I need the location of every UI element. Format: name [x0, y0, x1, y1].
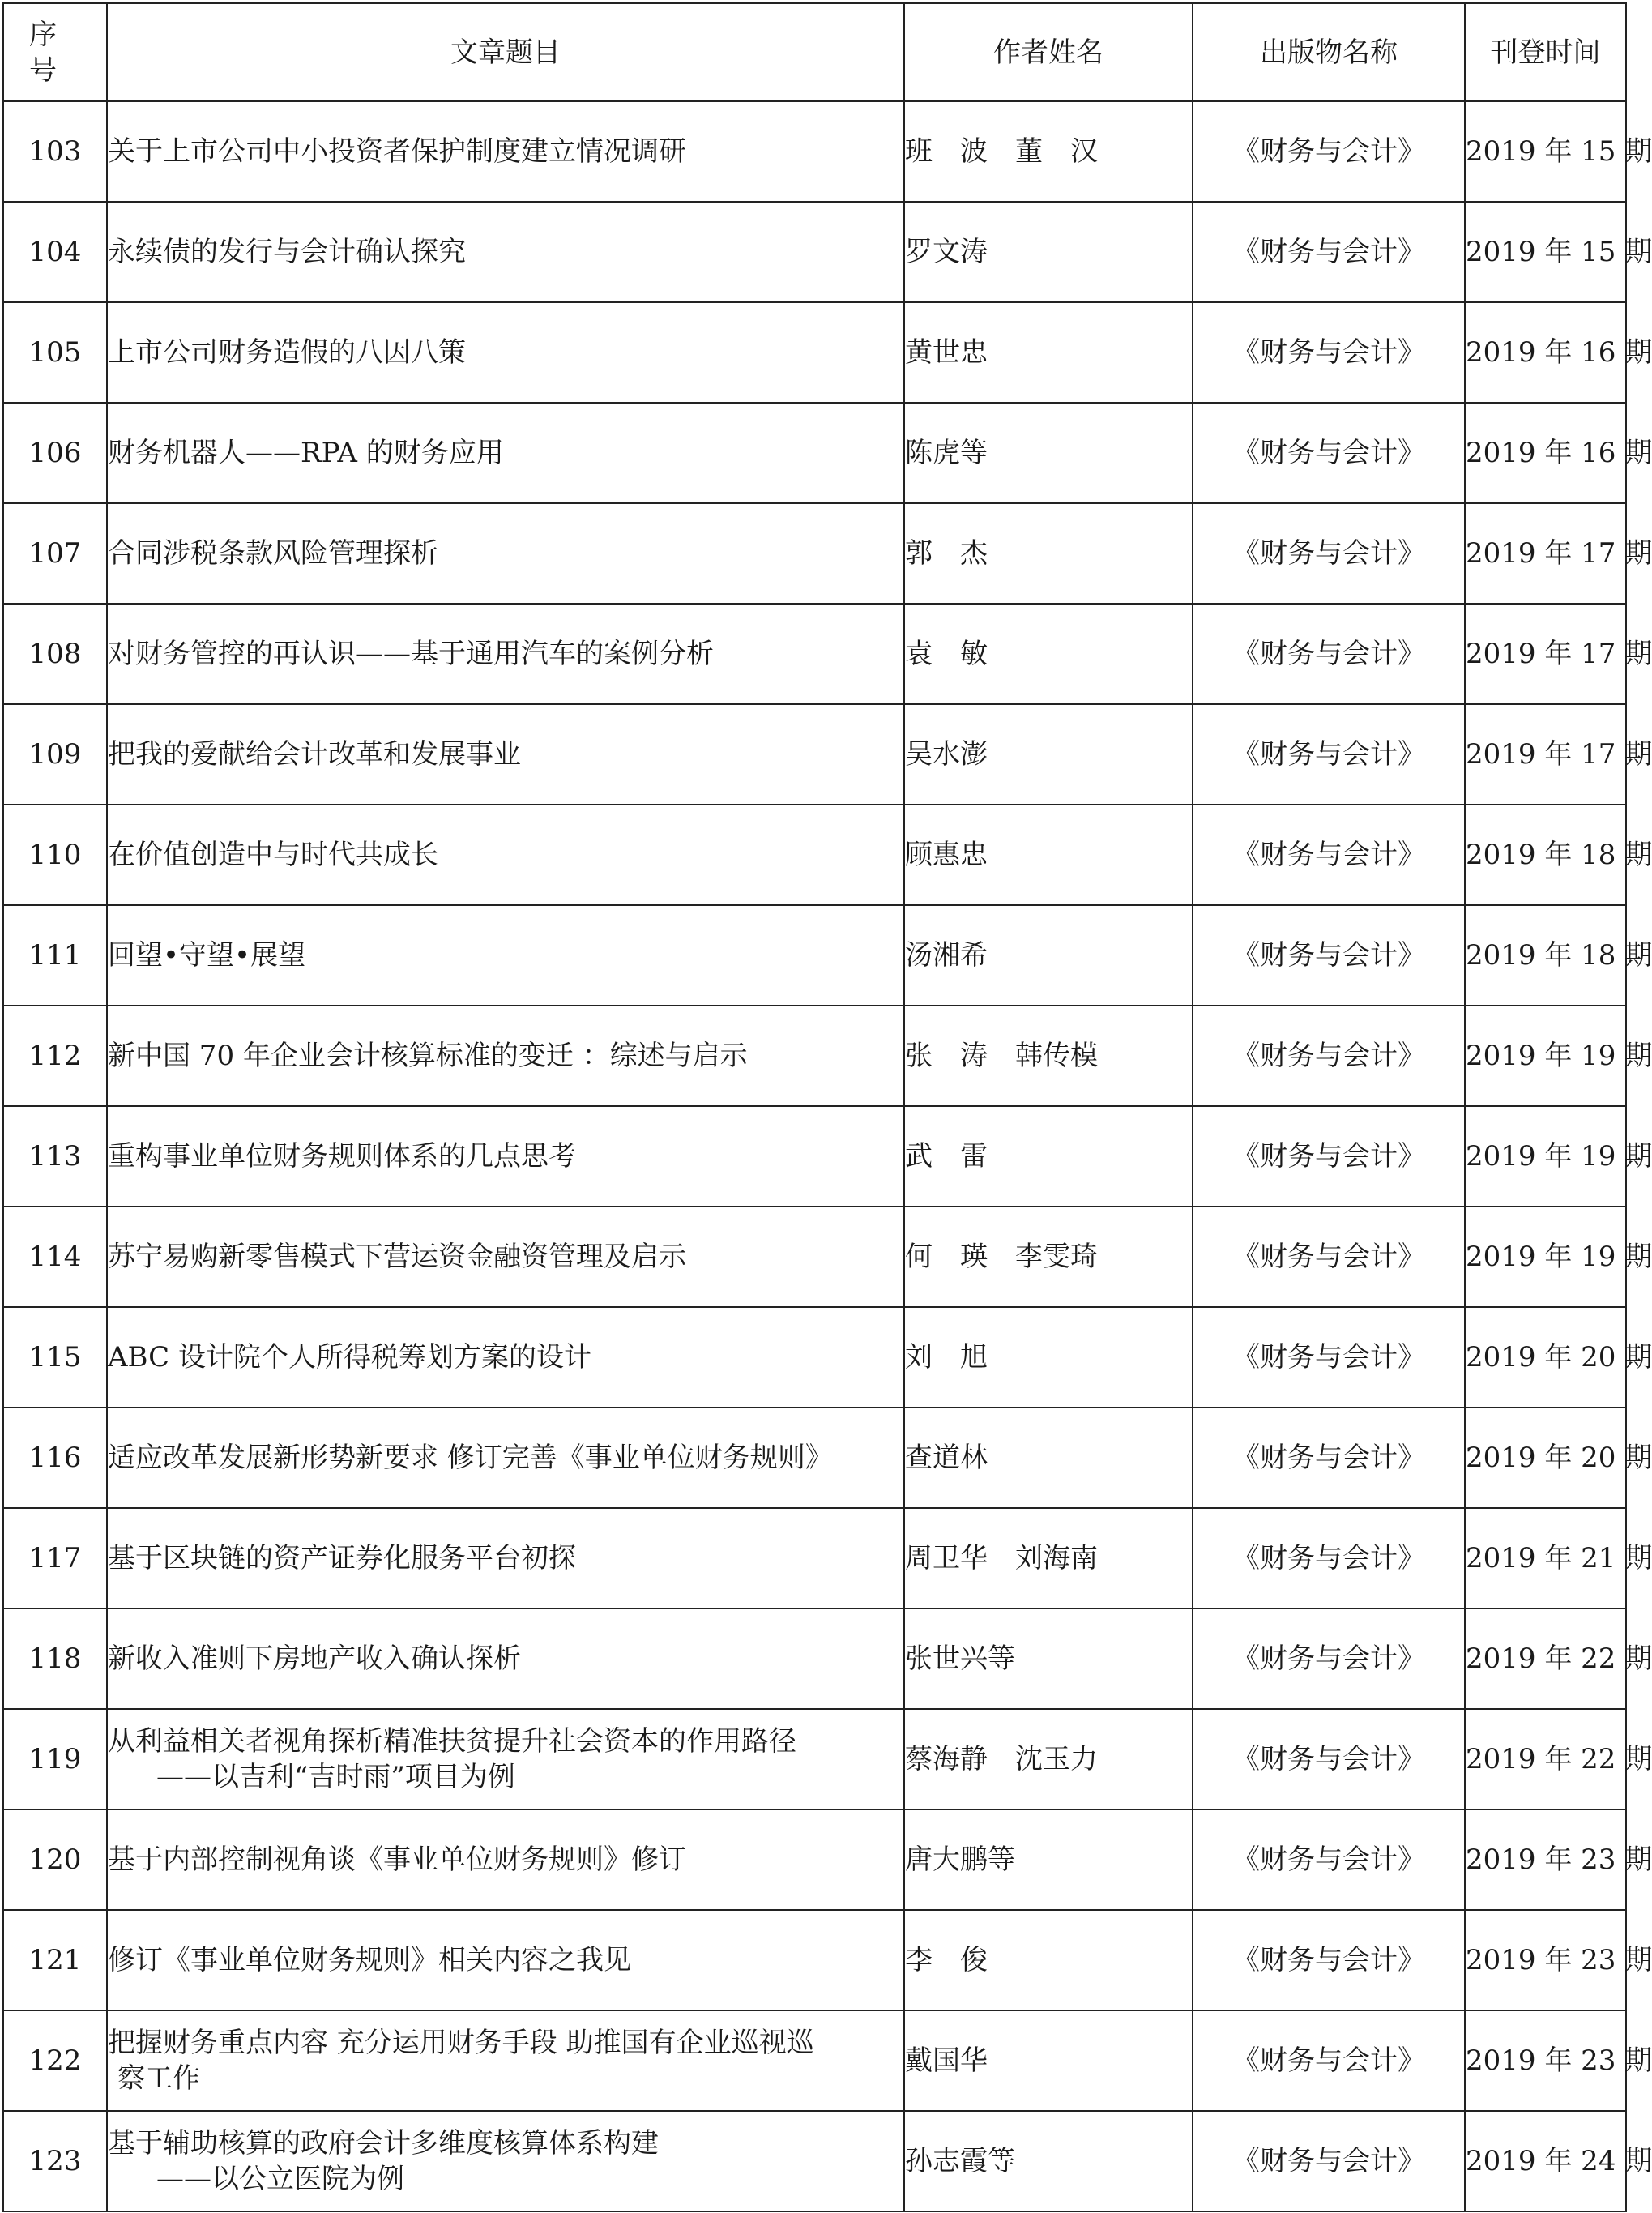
article-title: [107, 403, 904, 503]
article-title: [107, 302, 904, 403]
row-number: 107: [3, 503, 107, 604]
header-number: 序 号: [3, 3, 107, 101]
table-row: [3, 2010, 1626, 2111]
publication-name: 《财务与会计》: [1193, 2111, 1465, 2211]
article-title-line: 适应改革发展新形势新要求 修订完善《事业单位财务规则》: [108, 1442, 833, 1474]
article-title-line: 把握财务重点内容 充分运用财务手段 助推国有企业巡视巡: [108, 2027, 814, 2059]
row-number: 110: [3, 805, 107, 905]
publication-name: 《财务与会计》: [1193, 1106, 1465, 1207]
table-row: [3, 1910, 1626, 2010]
article-title: [107, 2010, 904, 2111]
row-number: 122: [3, 2010, 107, 2111]
publication-name: 《财务与会计》: [1193, 101, 1465, 202]
publish-date: 2019 年 20 期: [1465, 1307, 1626, 1408]
publication-table: [2, 2, 1652, 2212]
publication-name: 《财务与会计》: [1193, 905, 1465, 1006]
publication-name: 《财务与会计》: [1193, 2010, 1465, 2111]
row-number: 118: [3, 1608, 107, 1709]
article-title-line: 苏宁易购新零售模式下营运资金融资管理及启示: [108, 1241, 686, 1273]
article-title-line: 对财务管控的再认识——基于通用汽车的案例分析: [108, 638, 714, 670]
publish-date: 2019 年 16 期: [1465, 403, 1626, 503]
author-name: 罗文涛: [904, 202, 1193, 302]
article-title-line: 基于辅助核算的政府会计多维度核算体系构建: [108, 2127, 659, 2160]
article-title-line: 从利益相关者视角探析精准扶贫提升社会资本的作用路径: [108, 1725, 796, 1758]
publish-date: 2019 年 18 期: [1465, 805, 1626, 905]
publish-date: 2019 年 15 期: [1465, 202, 1626, 302]
author-name: 张世兴等: [904, 1608, 1193, 1709]
publish-date: 2019 年 16 期: [1465, 302, 1626, 403]
article-title: [107, 2111, 904, 2211]
publish-date: 2019 年 24 期: [1465, 2111, 1626, 2211]
article-title-line: 关于上市公司中小投资者保护制度建立情况调研: [108, 135, 686, 168]
publish-date: 2019 年 23 期: [1465, 2010, 1626, 2111]
article-title: [107, 604, 904, 704]
author-name: 班 波 董 汉: [904, 101, 1193, 202]
article-title: [107, 1910, 904, 2010]
publish-date: 2019 年 18 期: [1465, 905, 1626, 1006]
table-row: [3, 202, 1626, 302]
article-title: [107, 905, 904, 1006]
publication-name: 《财务与会计》: [1193, 1307, 1465, 1408]
article-title-line: 回望•守望•展望: [108, 939, 306, 972]
article-title-line: 在价值创造中与时代共成长: [108, 839, 438, 871]
row-number: 108: [3, 604, 107, 704]
article-title-line: 基于区块链的资产证券化服务平台初探: [108, 1542, 576, 1574]
publish-date: 2019 年 19 期: [1465, 1207, 1626, 1307]
table-row: [3, 403, 1626, 503]
publication-name: 《财务与会计》: [1193, 403, 1465, 503]
table-row: [3, 101, 1626, 202]
publication-name: 《财务与会计》: [1193, 704, 1465, 805]
row-number: 112: [3, 1006, 107, 1106]
article-title: [107, 704, 904, 805]
row-number: 123: [3, 2111, 107, 2211]
article-title-line: ——以吉利“吉时雨”项目为例: [156, 1761, 515, 1793]
article-title: [107, 202, 904, 302]
article-title-line: 合同涉税条款风险管理探析: [108, 537, 438, 570]
article-title-line: ABC 设计院个人所得税筹划方案的设计: [108, 1341, 591, 1374]
author-name: 刘 旭: [904, 1307, 1193, 1408]
publication-name: 《财务与会计》: [1193, 1608, 1465, 1709]
article-title: [107, 1006, 904, 1106]
row-number: 114: [3, 1207, 107, 1307]
publication-name: 《财务与会计》: [1193, 1709, 1465, 1809]
header-title: 文章题目: [107, 3, 904, 101]
publish-date: 2019 年 17 期: [1465, 704, 1626, 805]
publish-date: 2019 年 17 期: [1465, 503, 1626, 604]
table-row: [3, 1307, 1626, 1408]
article-title-line: 财务机器人——RPA 的财务应用: [108, 437, 504, 469]
row-number: 117: [3, 1508, 107, 1608]
table-row: [3, 905, 1626, 1006]
author-name: 袁 敏: [904, 604, 1193, 704]
publish-date: 2019 年 20 期: [1465, 1408, 1626, 1508]
article-title-line: ——以公立医院为例: [156, 2163, 404, 2195]
author-name: 何 瑛 李雯琦: [904, 1207, 1193, 1307]
author-name: 黄世忠: [904, 302, 1193, 403]
row-number: 120: [3, 1809, 107, 1910]
article-title-line: 基于内部控制视角谈《事业单位财务规则》修订: [108, 1843, 686, 1876]
article-title-line: 重构事业单位财务规则体系的几点思考: [108, 1140, 576, 1173]
author-name: 顾惠忠: [904, 805, 1193, 905]
table-row: [3, 302, 1626, 403]
row-number: 104: [3, 202, 107, 302]
header-author: 作者姓名: [904, 3, 1193, 101]
publication-name: 《财务与会计》: [1193, 1006, 1465, 1106]
author-name: 蔡海静 沈玉力: [904, 1709, 1193, 1809]
row-number: 106: [3, 403, 107, 503]
publish-date: 2019 年 19 期: [1465, 1006, 1626, 1106]
publish-date: 2019 年 21 期: [1465, 1508, 1626, 1608]
header-date: 刊登时间: [1465, 3, 1626, 101]
publication-name: 《财务与会计》: [1193, 503, 1465, 604]
author-name: 张 涛 韩传模: [904, 1006, 1193, 1106]
author-name: 唐大鹏等: [904, 1809, 1193, 1910]
author-name: 陈虎等: [904, 403, 1193, 503]
header-row: [3, 3, 1626, 101]
table-row: [3, 704, 1626, 805]
article-title: [107, 1508, 904, 1608]
author-name: 郭 杰: [904, 503, 1193, 604]
article-title: [107, 101, 904, 202]
publish-date: 2019 年 23 期: [1465, 1809, 1626, 1910]
row-number: 121: [3, 1910, 107, 2010]
table-row: [3, 1106, 1626, 1207]
header-publication: 出版物名称: [1193, 3, 1465, 101]
row-number: 111: [3, 905, 107, 1006]
article-title-line: 上市公司财务造假的八因八策: [108, 336, 466, 369]
article-title: [107, 1809, 904, 1910]
table-row: [3, 604, 1626, 704]
publish-date: 2019 年 15 期: [1465, 101, 1626, 202]
row-number: 103: [3, 101, 107, 202]
publish-date: 2019 年 17 期: [1465, 604, 1626, 704]
author-name: 吴水澎: [904, 704, 1193, 805]
article-title: [107, 805, 904, 905]
row-number: 116: [3, 1408, 107, 1508]
publish-date: 2019 年 22 期: [1465, 1709, 1626, 1809]
article-title: [107, 1408, 904, 1508]
publication-name: 《财务与会计》: [1193, 1508, 1465, 1608]
author-name: 戴国华: [904, 2010, 1193, 2111]
article-title-line: 新中国 70 年企业会计核算标准的变迁 ：综述与启示: [108, 1040, 748, 1072]
publication-name: 《财务与会计》: [1193, 805, 1465, 905]
table-row: [3, 503, 1626, 604]
article-title: [107, 1106, 904, 1207]
row-number: 119: [3, 1709, 107, 1809]
table-row: [3, 1006, 1626, 1106]
publication-name: 《财务与会计》: [1193, 202, 1465, 302]
publication-name: 《财务与会计》: [1193, 1408, 1465, 1508]
table-row: [3, 2111, 1626, 2211]
article-title-line: 把我的爱献给会计改革和发展事业: [108, 738, 521, 771]
author-name: 李 俊: [904, 1910, 1193, 2010]
publication-name: 《财务与会计》: [1193, 1207, 1465, 1307]
row-number: 109: [3, 704, 107, 805]
publish-date: 2019 年 19 期: [1465, 1106, 1626, 1207]
article-title-line: 新收入准则下房地产收入确认探析: [108, 1643, 521, 1675]
article-title: [107, 1307, 904, 1408]
author-name: 孙志霞等: [904, 2111, 1193, 2211]
row-number: 113: [3, 1106, 107, 1207]
table-row: [3, 1608, 1626, 1709]
author-name: 武 雷: [904, 1106, 1193, 1207]
table-row: [3, 1709, 1626, 1809]
author-name: 汤湘希: [904, 905, 1193, 1006]
table-row: [3, 1207, 1626, 1307]
table-row: [3, 1508, 1626, 1608]
author-name: 查道林: [904, 1408, 1193, 1508]
article-title: [107, 1709, 904, 1809]
article-title: [107, 503, 904, 604]
row-number: 115: [3, 1307, 107, 1408]
article-title-line: 永续债的发行与会计确认探究: [108, 236, 466, 268]
author-name: 周卫华 刘海南: [904, 1508, 1193, 1608]
table-body: [3, 101, 1652, 2211]
article-title-line: 修订《事业单位财务规则》相关内容之我见: [108, 1944, 631, 1976]
publication-name: 《财务与会计》: [1193, 302, 1465, 403]
row-number: 105: [3, 302, 107, 403]
table-row: [3, 805, 1626, 905]
article-title: [107, 1207, 904, 1307]
publication-name: 《财务与会计》: [1193, 1910, 1465, 2010]
article-title: [107, 1608, 904, 1709]
table-row: [3, 1408, 1626, 1508]
publication-name: 《财务与会计》: [1193, 1809, 1465, 1910]
publication-name: 《财务与会计》: [1193, 604, 1465, 704]
table-row: [3, 1809, 1626, 1910]
article-title-line: 察工作: [117, 2062, 200, 2095]
publish-date: 2019 年 22 期: [1465, 1608, 1626, 1709]
publish-date: 2019 年 23 期: [1465, 1910, 1626, 2010]
